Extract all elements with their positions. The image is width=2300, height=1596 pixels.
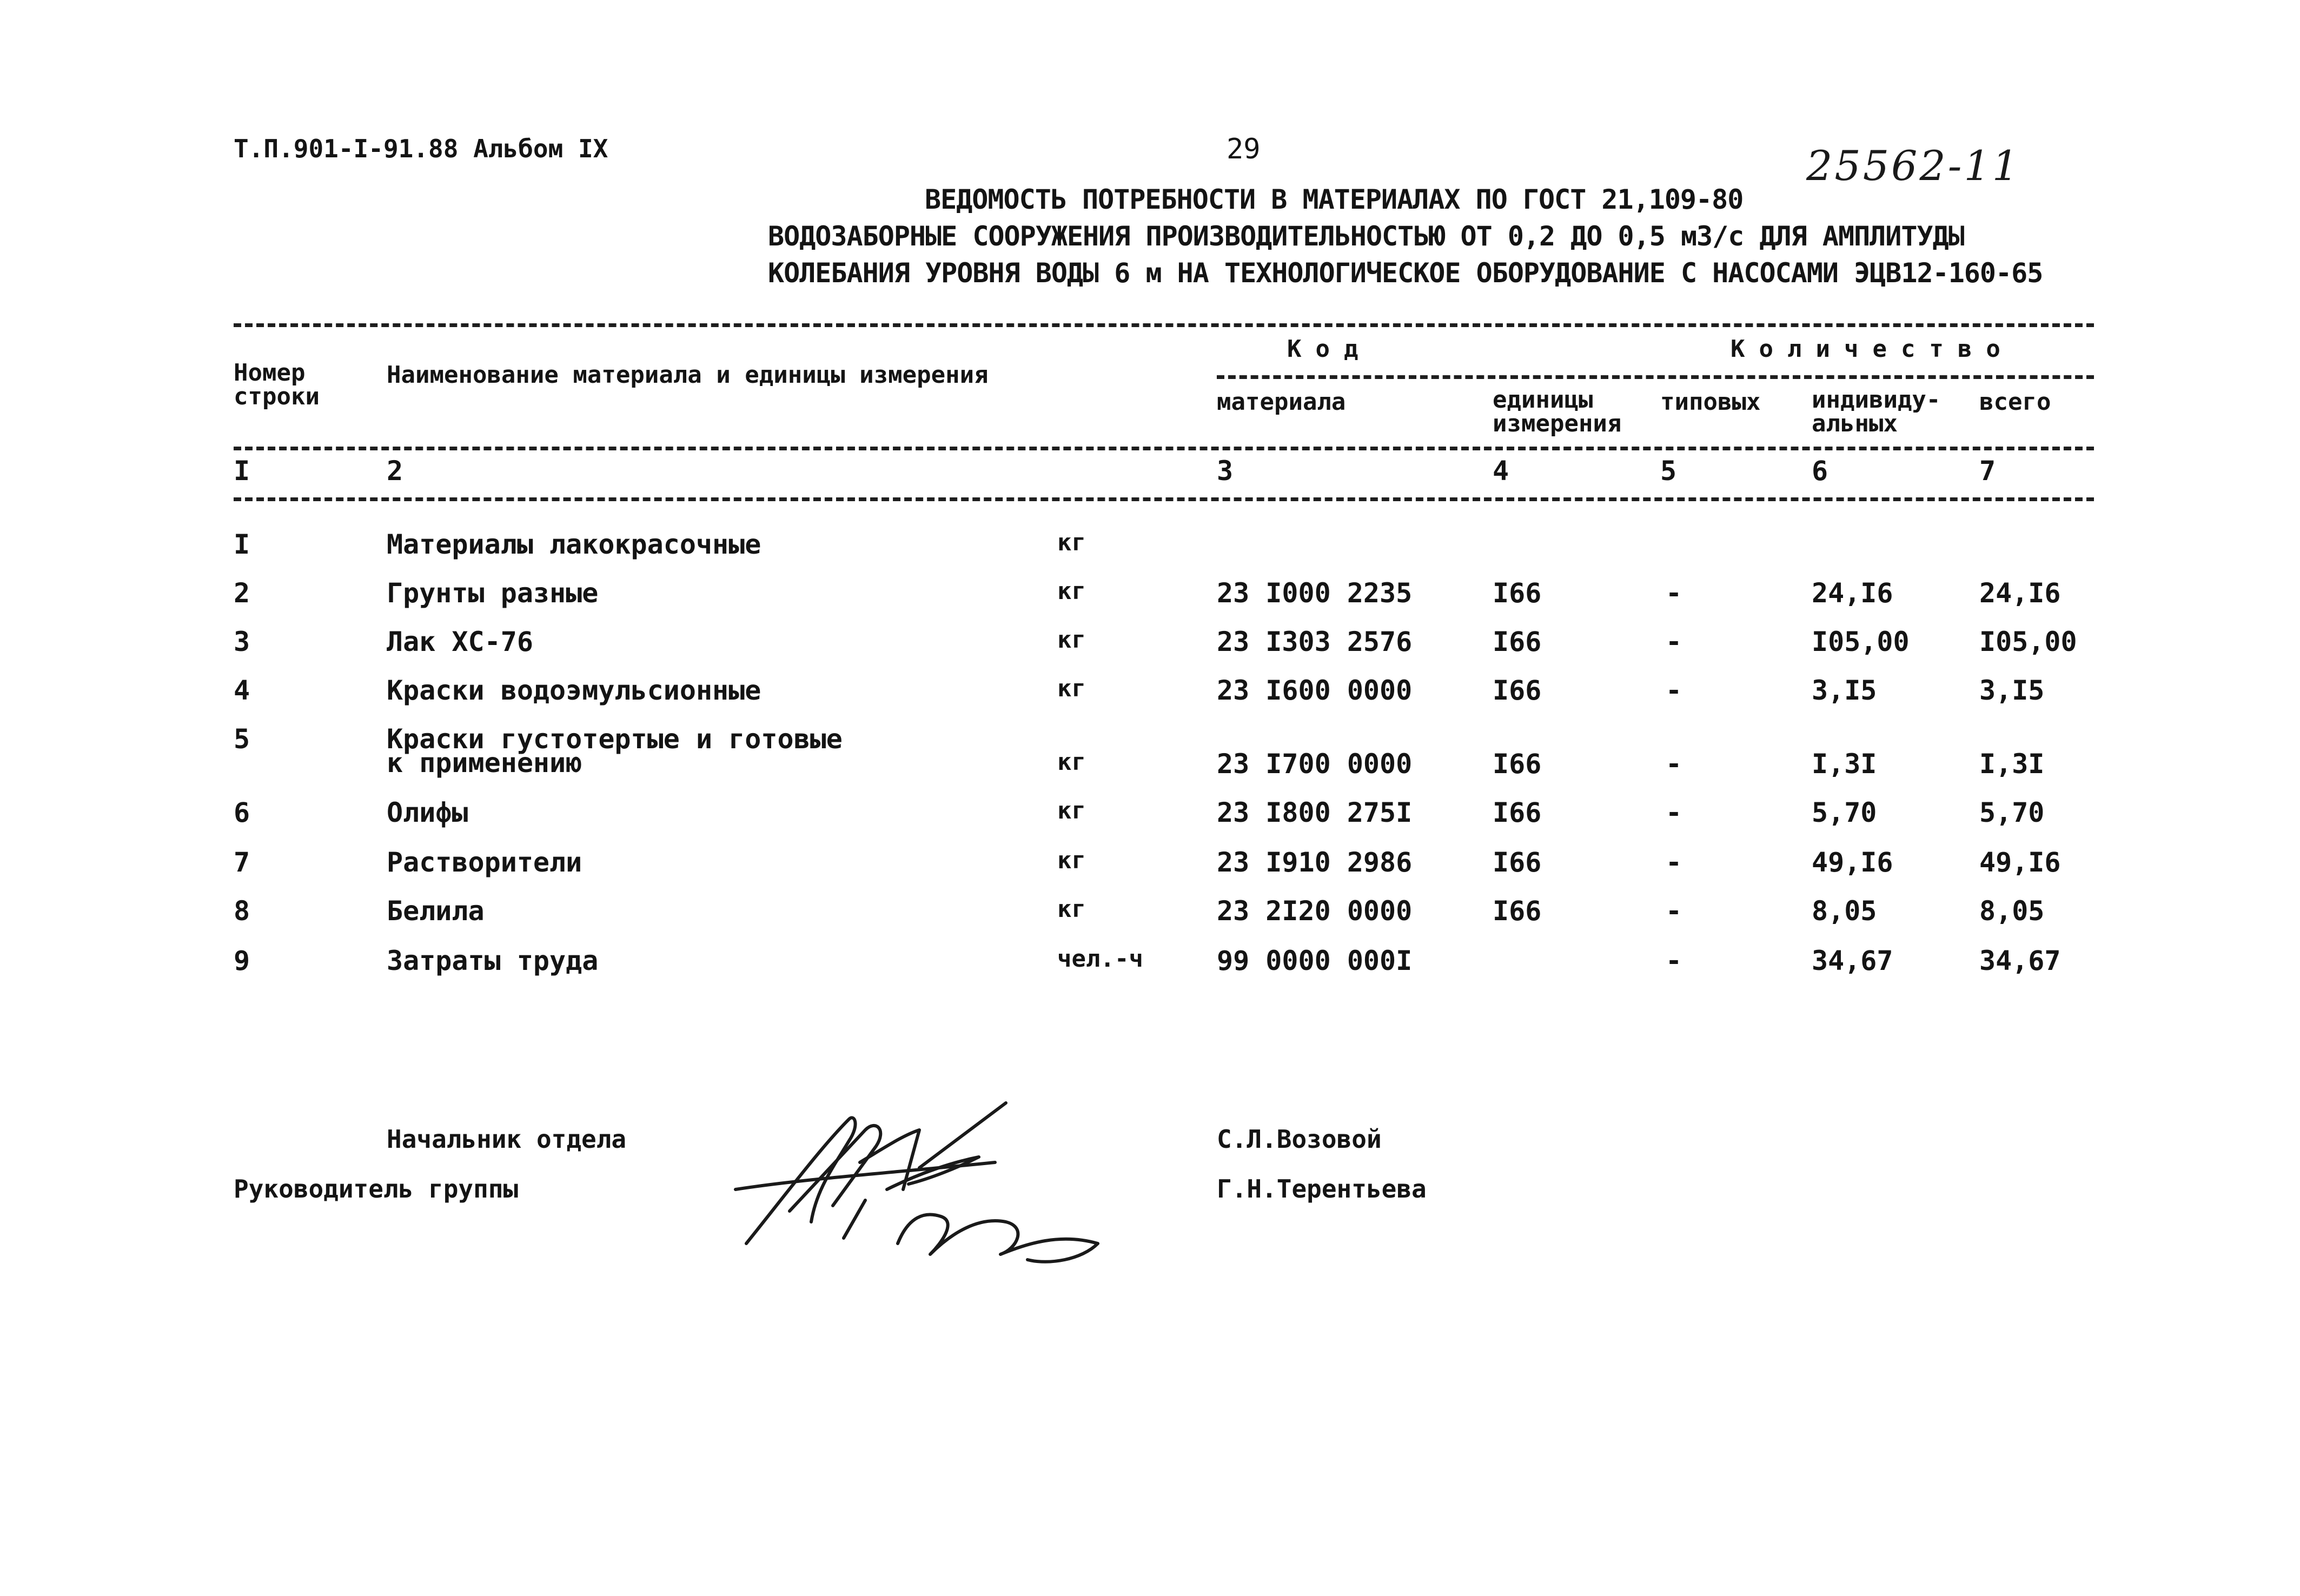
title-line-1: ВЕДОМОСТЬ ПОТРЕБНОСТИ В МАТЕРИАЛАХ ПО ГОСТ 21,109-80 xyxy=(925,184,1744,215)
row-material-name: Лак ХС-76 xyxy=(387,626,533,657)
header-qty-individual xyxy=(1812,388,1940,436)
row-material-name: Краски водоэмульсионные xyxy=(387,675,761,706)
row-number: 3 xyxy=(234,626,250,657)
row-unit: чел.-ч xyxy=(1057,945,1143,973)
colnum-5: 5 xyxy=(1660,455,1677,487)
signature-role-1: Начальник отдела xyxy=(387,1125,627,1154)
row-unit: кг xyxy=(1057,797,1086,824)
row-number: I xyxy=(234,529,250,560)
row-material-code: 23 I000 2235 xyxy=(1217,577,1413,609)
row-material-code: 23 I910 2986 xyxy=(1217,847,1413,878)
row-unit: кг xyxy=(1057,626,1086,654)
row-number: 6 xyxy=(234,797,250,828)
handwritten-code: 25562-11 xyxy=(1806,142,2021,190)
row-unit-code: I66 xyxy=(1493,748,1542,780)
handwritten-signature xyxy=(725,1081,1136,1276)
row-typical: - xyxy=(1666,675,1682,706)
header-group-rule xyxy=(1217,375,2094,379)
row-material-code: 23 2I20 0000 xyxy=(1217,895,1413,927)
signature-person-1: С.Л.Возовой xyxy=(1217,1125,1382,1154)
header-row-no xyxy=(234,361,320,409)
row-total: 34,67 xyxy=(1979,945,2061,976)
colnum-1: I xyxy=(234,455,250,487)
row-material-name: Краски густотертые и готовые xyxy=(387,723,843,755)
row-unit: кг xyxy=(1057,895,1086,923)
row-unit-code: I66 xyxy=(1493,797,1542,828)
page-number: 29 xyxy=(1227,133,1261,165)
row-unit-code: I66 xyxy=(1493,675,1542,706)
header-code-group: Код xyxy=(1287,335,1373,363)
header-code-unit-line2: измерения xyxy=(1493,410,1622,437)
row-total: 5,70 xyxy=(1979,797,2045,828)
row-typical: - xyxy=(1666,748,1682,780)
colnum-2: 2 xyxy=(387,455,403,487)
colnum-6: 6 xyxy=(1812,455,1828,487)
row-individual: 34,67 xyxy=(1812,945,1893,976)
row-total: 3,I5 xyxy=(1979,675,2045,706)
row-number: 9 xyxy=(234,945,250,976)
header-qty-typical: типовых xyxy=(1660,388,1761,416)
header-bottom-rule xyxy=(234,447,2094,450)
colnum-4: 4 xyxy=(1493,455,1509,487)
row-material-code: 23 I303 2576 xyxy=(1217,626,1413,657)
row-unit-code: I66 xyxy=(1493,577,1542,609)
header-code-unit-line1: единицы xyxy=(1493,386,1593,414)
row-number: 5 xyxy=(234,723,250,755)
row-unit: кг xyxy=(1057,577,1086,605)
row-material-name-continued: к применению xyxy=(387,747,582,779)
row-unit-code: I66 xyxy=(1493,895,1542,927)
row-typical: - xyxy=(1666,847,1682,878)
row-individual: I,3I xyxy=(1812,748,1877,780)
row-unit-code: I66 xyxy=(1493,626,1542,657)
row-individual: I05,00 xyxy=(1812,626,1910,657)
row-total: 24,I6 xyxy=(1979,577,2061,609)
row-total: I,3I xyxy=(1979,748,2045,780)
row-typical: - xyxy=(1666,797,1682,828)
row-material-name: Белила xyxy=(387,895,485,927)
row-typical: - xyxy=(1666,895,1682,927)
header-qty-group: Количество xyxy=(1731,335,2014,363)
row-number: 4 xyxy=(234,675,250,706)
row-number: 2 xyxy=(234,577,250,609)
row-typical: - xyxy=(1666,945,1682,976)
row-typical: - xyxy=(1666,626,1682,657)
row-unit: кг xyxy=(1057,748,1086,776)
row-typical: - xyxy=(1666,577,1682,609)
row-material-name: Олифы xyxy=(387,797,468,828)
row-material-code: 99 0000 000I xyxy=(1217,945,1413,976)
header-row-no-line2: строки xyxy=(234,383,320,410)
header-row-no-line1: Номер xyxy=(234,359,306,387)
row-individual: 49,I6 xyxy=(1812,847,1893,878)
title-line-3: КОЛЕБАНИЯ УРОВНЯ ВОДЫ 6 м НА ТЕХНОЛОГИЧЕСКОЕ ОБОРУДОВАНИЕ С НАСОСАМИ ЭЦВ12-160-65 xyxy=(768,257,2043,289)
row-number: 7 xyxy=(234,847,250,878)
album-reference: Т.П.901-I-91.88 Альбом IX xyxy=(234,134,608,163)
row-material-name: Растворители xyxy=(387,847,582,878)
header-qty-total: всего xyxy=(1979,388,2051,416)
row-individual: 8,05 xyxy=(1812,895,1877,927)
row-individual: 24,I6 xyxy=(1812,577,1893,609)
header-code-unit xyxy=(1493,388,1621,436)
header-qty-individual-line1: индивиду- xyxy=(1812,386,1941,414)
signature-role-2: Руководитель группы xyxy=(234,1174,519,1203)
row-unit: кг xyxy=(1057,529,1086,556)
header-name: Наименование материала и единицы измерения xyxy=(387,361,989,389)
colnum-bottom-rule xyxy=(234,497,2094,501)
colnum-3: 3 xyxy=(1217,455,1234,487)
signature-person-2: Г.Н.Терентьева xyxy=(1217,1174,1427,1203)
table-top-rule xyxy=(234,323,2094,327)
row-unit: кг xyxy=(1057,847,1086,874)
row-number: 8 xyxy=(234,895,250,927)
row-material-code: 23 I700 0000 xyxy=(1217,748,1413,780)
row-individual: 5,70 xyxy=(1812,797,1877,828)
title-line-2: ВОДОЗАБОРНЫЕ СООРУЖЕНИЯ ПРОИЗВОДИТЕЛЬНОСТЬЮ ОТ 0,2 ДО 0,5 м3/с ДЛЯ АМПЛИТУДЫ xyxy=(768,221,1964,252)
colnum-7: 7 xyxy=(1979,455,1996,487)
row-material-name: Материалы лакокрасочные xyxy=(387,529,761,560)
header-code-material: материала xyxy=(1217,388,1346,416)
header-qty-individual-line2: альных xyxy=(1812,410,1898,437)
row-unit: кг xyxy=(1057,675,1086,702)
row-material-code: 23 I600 0000 xyxy=(1217,675,1413,706)
row-unit-code: I66 xyxy=(1493,847,1542,878)
row-material-name: Затраты труда xyxy=(387,945,599,976)
row-individual: 3,I5 xyxy=(1812,675,1877,706)
row-total: 8,05 xyxy=(1979,895,2045,927)
row-total: I05,00 xyxy=(1979,626,2077,657)
row-material-name: Грунты разные xyxy=(387,577,599,609)
row-material-code: 23 I800 275I xyxy=(1217,797,1413,828)
row-total: 49,I6 xyxy=(1979,847,2061,878)
